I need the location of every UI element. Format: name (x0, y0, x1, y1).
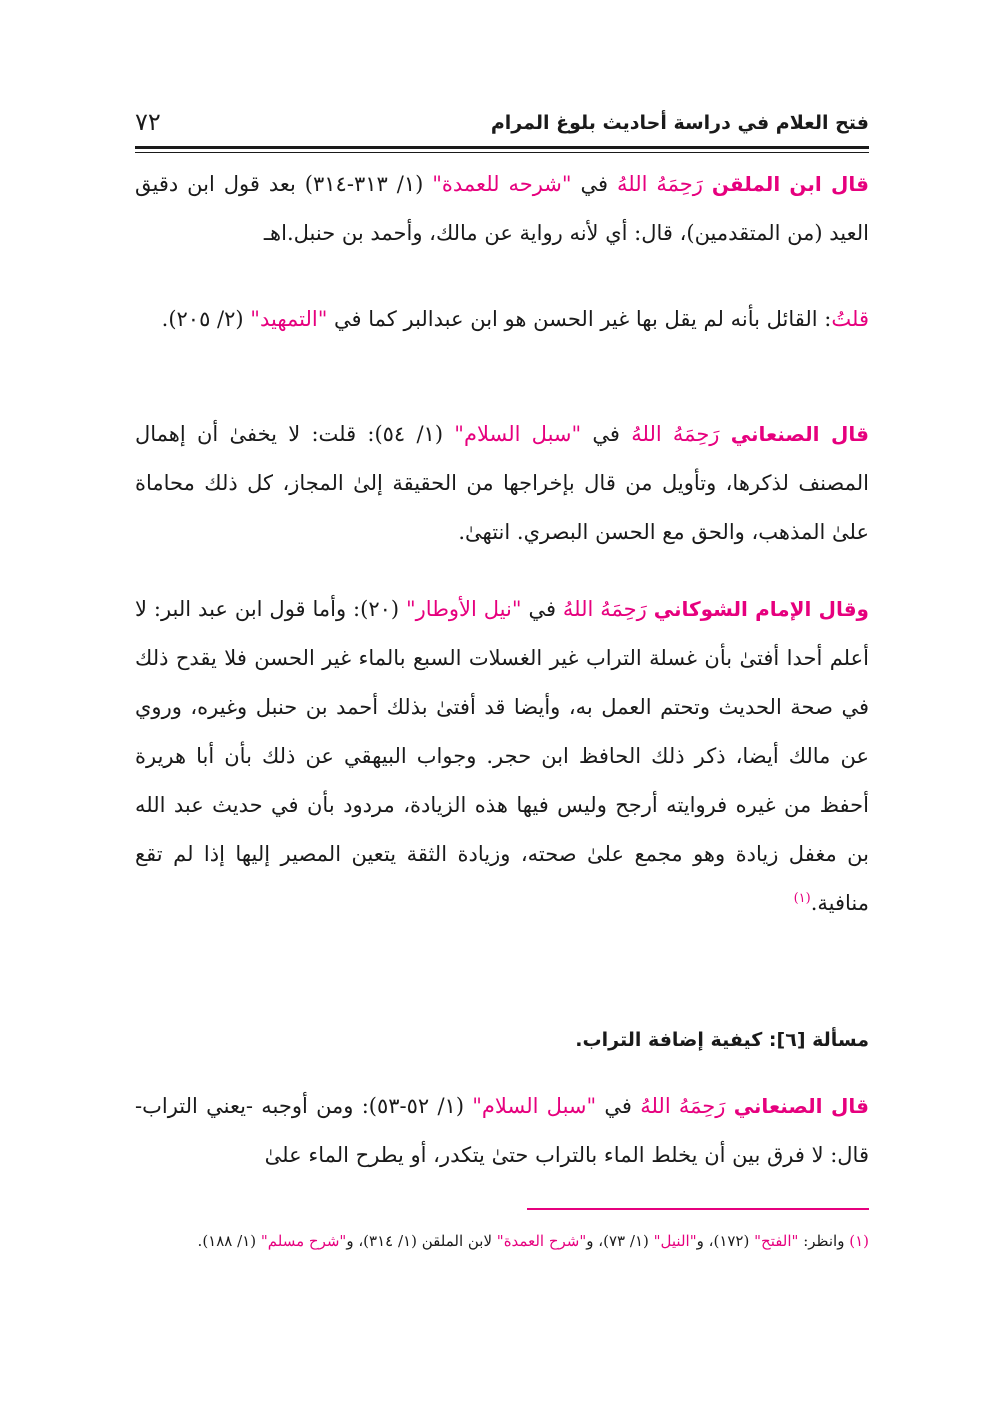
paragraph-2 (135, 295, 869, 344)
book-title: "نيل الأوطار" (406, 597, 522, 621)
speaker-label: قال الصنعاني (730, 422, 869, 446)
footnote-separator (527, 1208, 869, 1210)
book-title: "سبل السلام" (454, 422, 582, 446)
book-title: "شرحه للعمدة" (432, 172, 572, 196)
paragraph-text: : القائل بأنه لم يقل بها غير الحسن هو ابن عبدالبر كما في (327, 307, 832, 331)
header-title: فتح العلام في دراسة أحاديث بلوغ المرام (490, 112, 869, 134)
paragraph-1 (135, 160, 869, 258)
honorific: رَحِمَهُ اللهُ (631, 422, 720, 446)
footnote-text: لابن الملقن (١/ ٣١٤)، و (346, 1232, 497, 1250)
page-number: ٧٢ (135, 108, 161, 136)
footnote-reference[interactable]: (١) (793, 891, 811, 906)
paragraph-4 (135, 585, 869, 928)
speaker-label: قال ابن الملقن (711, 172, 869, 196)
paragraph-text: في (521, 597, 563, 621)
header-rule-thick (135, 146, 869, 149)
book-title: "النيل" (653, 1232, 697, 1250)
book-title: "التمهيد" (250, 307, 328, 331)
footnote-text: (١/ ٧٣)، و (586, 1232, 654, 1250)
footnote-text: وانظر: (798, 1232, 850, 1250)
section-heading: مسألة [٦]: كيفية إضافة التراب. (575, 1029, 869, 1051)
paragraph-text: في (581, 422, 632, 446)
footnote-text: (١/ ١٨٨). (197, 1232, 261, 1250)
honorific: رَحِمَهُ اللهُ (640, 1094, 726, 1118)
book-title: "شرح مسلم" (260, 1232, 347, 1250)
footnote-text: (١٧٢)، و (696, 1232, 755, 1250)
footnote-number: (١) (849, 1232, 869, 1250)
book-title: "الفتح" (754, 1232, 799, 1250)
header-rule-thin (135, 152, 869, 153)
speaker-label: قال الصنعاني (733, 1094, 869, 1118)
book-title: "سبل السلام" (472, 1094, 597, 1118)
footnote (135, 1226, 869, 1256)
honorific: رَحِمَهُ اللهُ (616, 172, 703, 196)
running-header (135, 108, 869, 148)
speaker-label: قلتُ (831, 307, 869, 331)
paragraph-text: في (596, 1094, 641, 1118)
paragraph-text: (٢/ ٢٠٥). (161, 307, 251, 331)
paragraph-text: (٢٠): وأما قول ابن عبد البر: لا أعلم أحدا أفتىٰ بأن غسلة التراب غير الغسلات السبع بالماء غير الحسن فلا يقدح ذلك في صحة الحديث وتحتم العمل به، وأيضا قد أفتىٰ بذلك أحمد بن حنبل وغيره، وروي عن مالك أيضا، ذكر ذلك الحافظ ابن حجر. وجواب البيهقي عن ذلك بأن أبا هريرة أحفظ من غيره فروايته أرجح وليس فيها هذه الزيادة، مردود بأن في حديث عبد الله بن مغفل زيادة وهو مجمع علىٰ صحته، وزيادة الثقة يتعين المصير إليها إذا لم تقع منافية. (135, 597, 869, 915)
paragraph-5 (135, 1082, 869, 1180)
speaker-label: وقال الإمام الشوكاني (653, 597, 869, 621)
paragraph-text: (١/ ٣١٣-٣١٤) بعد قول ابن دقيق العيد (من المتقدمين)، قال: أي لأنه رواية عن مالك، وأحمد بن حنبل.اهـ (135, 172, 869, 245)
paragraph-text: في (571, 172, 617, 196)
paragraph-text: (١/ ٥٢-٥٣): ومن أوجبه -يعني التراب- قال: لا فرق بين أن يخلط الماء بالتراب حتىٰ يتكدر، أو يطرح الماء علىٰ (135, 1094, 869, 1167)
paragraph-text: (١/ ٥٤): قلت: لا يخفىٰ أن إهمال المصنف لذكرها، وتأويل من قال بإخراجها من الحقيقة إلىٰ المجاز، كل ذلك محاماة علىٰ المذهب، والحق مع الحسن البصري. انتهىٰ. (135, 422, 869, 544)
paragraph-3 (135, 410, 869, 557)
book-title: "شرح العمدة" (496, 1232, 587, 1250)
honorific: رَحِمَهُ اللهُ (562, 597, 647, 621)
